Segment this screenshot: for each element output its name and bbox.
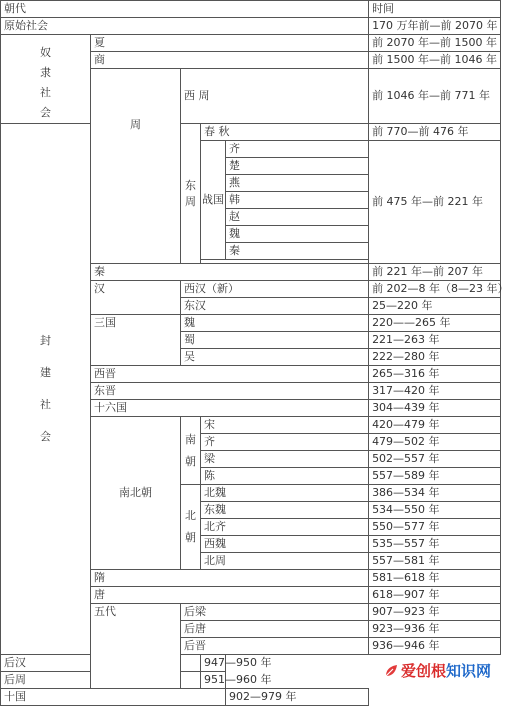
later-jin-time: 936—946 年 xyxy=(369,638,501,655)
state-qi: 齐 xyxy=(226,141,369,158)
south-chen-time: 557—589 年 xyxy=(369,468,501,485)
south-song: 宋 xyxy=(201,417,369,434)
tk-shu-time: 221—263 年 xyxy=(369,332,501,349)
west-han-name: 西汉（新） xyxy=(181,281,369,298)
table-row xyxy=(1,124,501,141)
watermark-part2: 知识网 xyxy=(445,662,491,680)
west-wei-time: 535—557 年 xyxy=(369,536,501,553)
xia-time: 前 2070 年—前 1500 年 xyxy=(369,35,501,52)
later-tang: 后唐 xyxy=(181,621,369,638)
primitive-time: 170 万年前—前 2070 年 xyxy=(369,18,501,35)
shang-name: 商 xyxy=(91,52,369,69)
table-row xyxy=(1,18,501,35)
header-dynasty: 朝代 xyxy=(1,1,369,18)
watermark xyxy=(380,661,494,681)
tk-wu-name: 吴 xyxy=(181,349,369,366)
west-zhou-name: 西 周 xyxy=(181,69,369,124)
later-liang: 后梁 xyxy=(181,604,369,621)
east-han-name: 东汉 xyxy=(181,298,369,315)
state-chu: 楚 xyxy=(226,158,369,175)
west-wei: 西魏 xyxy=(201,536,369,553)
later-jin: 后晋 xyxy=(181,638,369,655)
table-row xyxy=(1,35,501,52)
ten-kingdoms-name: 十国 xyxy=(1,689,226,706)
header-time: 时间 xyxy=(369,1,501,18)
eastern-jin-name: 东晋 xyxy=(91,383,369,400)
ten-kingdoms-time: 902—979 年 xyxy=(226,689,369,706)
later-zhou-time: 951—960 年 xyxy=(201,672,226,689)
warring-states-label: 战国 xyxy=(201,141,226,260)
south-liang-time: 502—557 年 xyxy=(369,451,501,468)
south-qi-time: 479—502 年 xyxy=(369,434,501,451)
east-han-time: 25—220 年 xyxy=(369,298,501,315)
south-qi: 齐 xyxy=(201,434,369,451)
tk-wu-time: 222—280 年 xyxy=(369,349,501,366)
three-kingdoms-name: 三国 xyxy=(91,315,181,366)
state-yan: 燕 xyxy=(226,175,369,192)
spring-autumn-name: 春 秋 xyxy=(201,124,369,141)
spring-autumn-time: 前 770—前 476 年 xyxy=(369,124,501,141)
tk-shu-name: 蜀 xyxy=(181,332,369,349)
sixteen-kingdoms-name: 十六国 xyxy=(91,400,369,417)
state-qin: 秦 xyxy=(226,243,369,260)
state-wei: 魏 xyxy=(226,226,369,243)
shang-time: 前 1500 年—前 1046 年 xyxy=(369,52,501,69)
western-jin-name: 西晋 xyxy=(91,366,369,383)
north-zhou-time: 557—581 年 xyxy=(369,553,501,570)
north-dynasties-label: 北朝 xyxy=(181,485,201,570)
north-qi-time: 550—577 年 xyxy=(369,519,501,536)
east-wei: 东魏 xyxy=(201,502,369,519)
watermark-part1: 爱创根 xyxy=(400,662,446,680)
zhou-name: 周 xyxy=(91,69,181,264)
qin-time: 前 221 年—前 207 年 xyxy=(369,264,501,281)
xia-name: 夏 xyxy=(91,35,369,52)
header-row xyxy=(1,1,501,18)
sui-name: 隋 xyxy=(91,570,369,587)
north-wei-time: 386—534 年 xyxy=(369,485,501,502)
tk-wei-time: 220——265 年 xyxy=(369,315,501,332)
five-dynasties-name: 五代 xyxy=(91,604,181,689)
feudal-era-label: 封 建 社 会 xyxy=(1,124,91,655)
qin-name: 秦 xyxy=(91,264,369,281)
north-qi: 北齐 xyxy=(201,519,369,536)
south-liang: 梁 xyxy=(201,451,369,468)
state-han: 韩 xyxy=(226,192,369,209)
east-wei-time: 534—550 年 xyxy=(369,502,501,519)
east-zhou-label: 东周 xyxy=(181,124,201,264)
state-zhao: 赵 xyxy=(226,209,369,226)
north-zhou: 北周 xyxy=(201,553,369,570)
later-tang-time: 923—936 年 xyxy=(369,621,501,638)
south-chen: 陈 xyxy=(201,468,369,485)
han-name: 汉 xyxy=(91,281,181,315)
primitive-name: 原始社会 xyxy=(1,18,369,35)
tang-name: 唐 xyxy=(91,587,369,604)
west-han-time: 前 202—8 年（8—23 年） xyxy=(369,281,501,298)
west-zhou-time: 前 1046 年—前 771 年 xyxy=(369,69,501,124)
nanbei-label: 南北朝 xyxy=(91,417,181,570)
south-song-time: 420—479 年 xyxy=(369,417,501,434)
later-liang-time: 907—923 年 xyxy=(369,604,501,621)
eastern-jin-time: 317—420 年 xyxy=(369,383,501,400)
tang-time: 618—907 年 xyxy=(369,587,501,604)
tk-wei-name: 魏 xyxy=(181,315,369,332)
sui-time: 581—618 年 xyxy=(369,570,501,587)
leaf-logo-icon xyxy=(383,663,399,679)
western-jin-time: 265—316 年 xyxy=(369,366,501,383)
sixteen-kingdoms-time: 304—439 年 xyxy=(369,400,501,417)
south-dynasties-label: 南朝 xyxy=(181,417,201,485)
slave-era-label: 奴 隶 社 会 xyxy=(1,35,91,124)
warring-states-time: 前 475 年—前 221 年 xyxy=(369,141,501,264)
north-wei: 北魏 xyxy=(201,485,369,502)
table-row xyxy=(1,689,501,706)
later-zhou: 后周 xyxy=(1,672,201,689)
later-han-time: 947—950 年 xyxy=(201,655,226,672)
later-han: 后汉 xyxy=(1,655,201,672)
